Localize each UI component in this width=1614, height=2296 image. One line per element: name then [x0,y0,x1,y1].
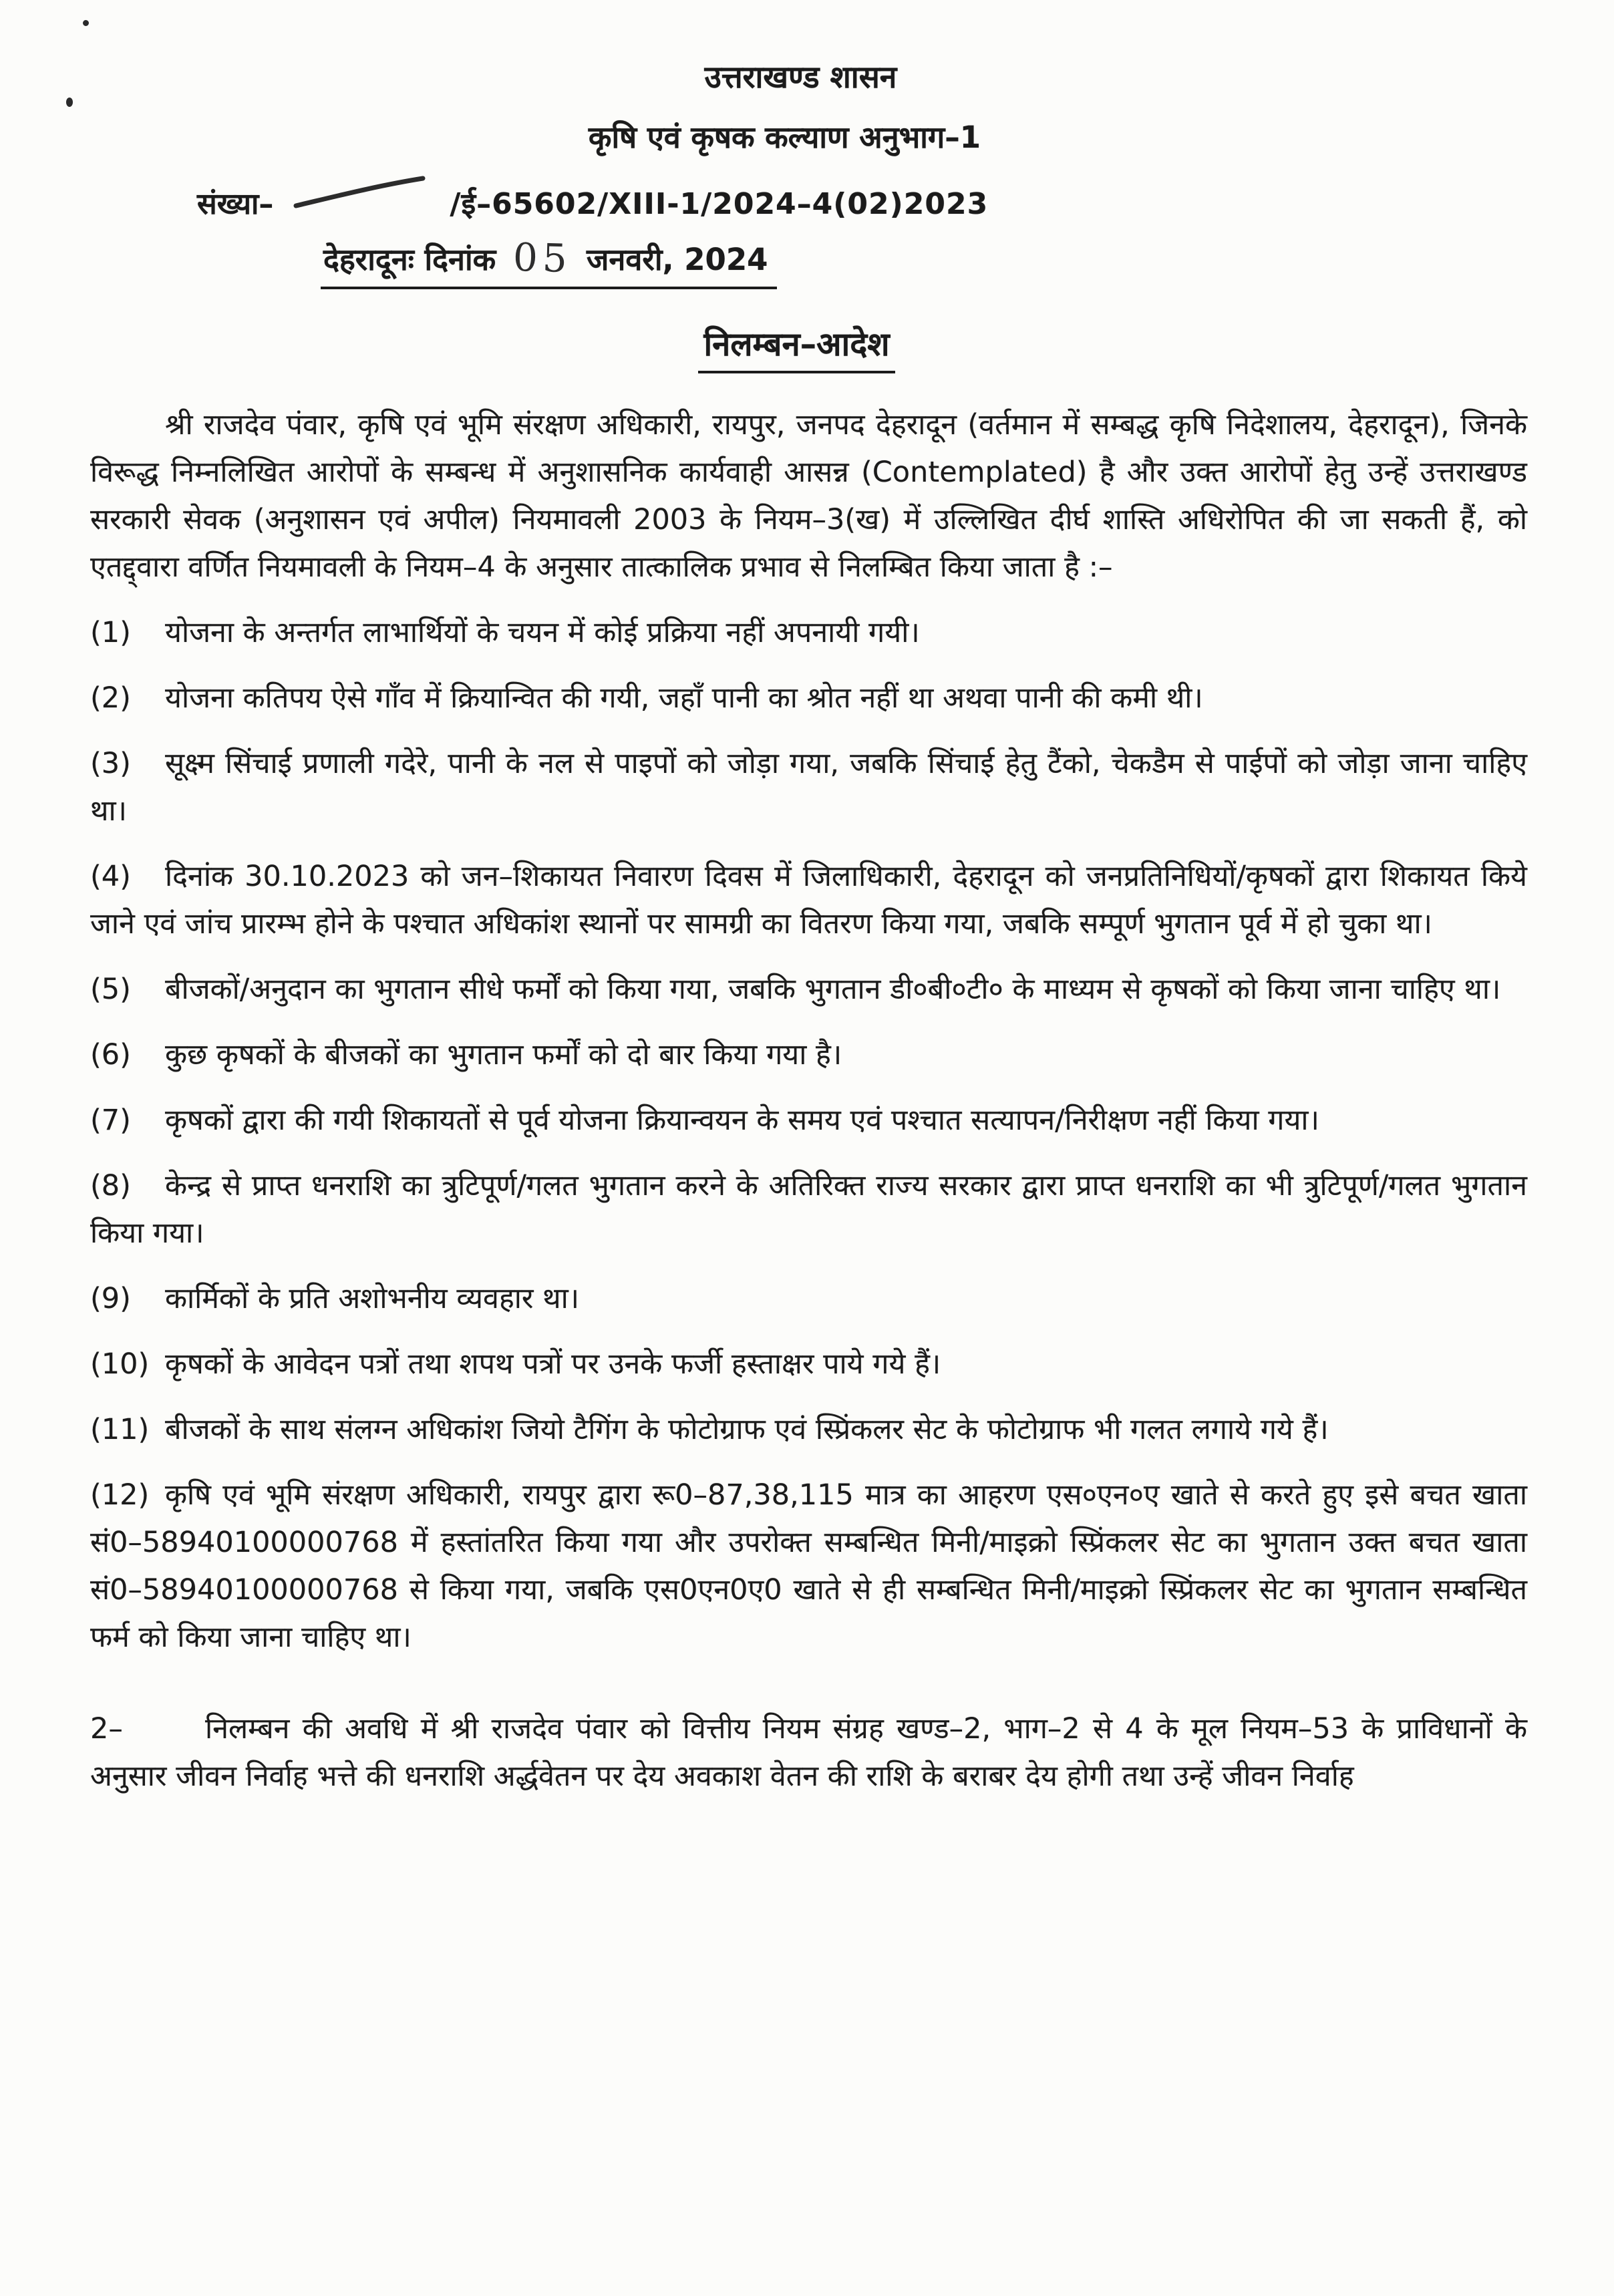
charge-text: योजना कतिपय ऐसे गाँव में क्रियान्वित की गयी, जहाँ पानी का श्रोत नहीं था अथवा पानी की कमी थी। [165,681,1203,715]
charge-item-7 [90,1097,1527,1144]
charge-item-1 [90,609,1527,657]
charge-number: (11) [90,1413,150,1446]
charge-text: केन्द्र से प्राप्त धनराशि का त्रुटिपूर्ण/गलत भुगतान करने के अतिरिक्त राज्य सरकार द्वारा प्राप्त धनराशि का भी त्रुटिपूर्ण/गलत भुगतान किया गया। [90,1169,1527,1250]
charge-number: (7) [90,1104,131,1137]
scan-speck [66,98,73,107]
place-date-line [321,235,777,289]
number-label: संख्या– [197,187,274,221]
document-title: निलम्बन–आदेश [698,321,895,373]
charge-text: कार्मिकों के प्रति अशोभनीय व्यवहार था। [165,1282,580,1315]
charge-text: कृषकों द्वारा की गयी शिकायतों से पूर्व योजना क्रियान्वयन के समय एवं पश्चात सत्यापन/निरीक्षण नहीं किया गया। [165,1104,1319,1137]
charge-text: कुछ कृषकों के बीजकों का भुगतान फर्मों को दो बार किया गया है। [165,1038,842,1072]
closing-paragraph [90,1705,1527,1800]
charge-number: (9) [90,1282,131,1315]
charge-number: (4) [90,860,131,893]
charge-item-3 [90,740,1527,835]
opening-paragraph: श्री राजदेव पंवार, कृषि एवं भूमि संरक्षण अधिकारी, रायपुर, जनपद देहरादून (वर्तमान में सम्बद्ध कृषि निदेशालय, देहरादून), जिनके विरूद्ध निम्नलिखित आरोपों के सम्बन्ध में अनुशासनिक कार्यवाही आसन्न (Contemplated) है और उक्त आरोपों हेतु उन्हें उत्तराखण्ड सरकारी सेवक (अनुशासन एवं अपील) नियमावली 2003 के नियम–3(ख) में उल्लिखित दीर्घ शास्ति अधिरोपित की जा सकती हैं, को एतद्द्वारा वर्णित नियमावली के नियम–4 के अनुसार तात्कालिक प्रभाव से निलम्बित किया जाता है :– [90,408,1527,584]
place-date-prefix: देहरादूनः दिनांक [323,242,496,277]
charge-text: कृषि एवं भूमि संरक्षण अधिकारी, रायपुर द्वारा रू0–87,38,115 मात्र का आहरण एस०एन०ए खाते से करते हुए इसे बचत खाता सं0–58940100000768 में हस्तांतरित किया गया और उपरोक्त सम्बन्धित मिनी/माइक्रो स्प्रिंकलर सेट का भुगतान उक्त बचत खाता सं0–58940100000768 से किया गया, जबकि एस0एन0ए0 खाते से ही सम्बन्धित मिनी/माइक्रो स्प्रिंकलर सेट का भुगतान सम्बन्धित फर्म को किया जाना चाहिए था। [90,1478,1527,1654]
letter-reference-number: /ई–65602/XIII-1/2024–4(02)2023 [450,187,989,221]
charge-item-5 [90,966,1527,1013]
charge-item-2 [90,675,1527,722]
charge-item-4 [90,853,1527,948]
charge-number: (5) [90,973,131,1006]
department-name: कृषि एवं कृषक कल्याण अनुभाग–1 [588,120,981,155]
document-content [90,56,1527,1800]
charge-text: सूक्ष्म सिंचाई प्रणाली गदेरे, पानी के नल से पाइपों को जोड़ा गया, जबकि सिंचाई हेतु टैंको, चेकडैम से पाईपों को जोड़ा जाना चाहिए था। [90,747,1527,828]
charge-text: दिनांक 30.10.2023 को जन–शिकायत निवारण दिवस में जिलाधिकारी, देहरादून को जनप्रतिनिधियों/कृषकों द्वारा शिकायत किये जाने एवं जांच प्रारम्भ होने के पश्चात अधिकांश स्थानों पर सामग्री का वितरण किया गया, जबकि सम्पूर्ण भुगतान पूर्व में हो चुका था। [90,860,1527,941]
charge-item-6 [90,1031,1527,1079]
charge-number: (3) [90,747,131,780]
charge-number: (1) [90,616,131,649]
charge-number: (10) [90,1347,150,1381]
charge-text: योजना के अन्तर्गत लाभार्थियों के चयन में कोई प्रक्रिया नहीं अपनायी गयी। [165,616,920,649]
closing-paragraph-number: 2– [90,1712,123,1746]
charge-item-8 [90,1162,1527,1257]
closing-paragraph-text: निलम्बन की अवधि में श्री राजदेव पंवार को वित्तीय नियम संग्रह खण्ड–2, भाग–2 से 4 के मूल नियम–53 के प्राविधानों के अनुसार जीवन निर्वाह भत्ते की धनराशि अर्द्धवेतन पर देय अवकाश वेतन की राशि के बराबर देय होगी तथा उन्हें जीवन निर्वाह [90,1712,1527,1793]
handwritten-slash-mark [293,175,427,220]
charge-number: (8) [90,1169,131,1202]
scan-speck [83,20,89,26]
charge-number: (2) [90,681,131,715]
charge-text: बीजकों/अनुदान का भुगतान सीधे फर्मों को किया गया, जबकि भुगतान डी०बी०टी० के माध्यम से कृषकों को किया जाना चाहिए था। [165,973,1501,1006]
place-date-suffix: जनवरी, 2024 [587,242,768,277]
handwritten-date-day: 05 [512,234,573,282]
charge-number: (6) [90,1038,131,1072]
charge-item-10 [90,1341,1527,1388]
charge-text: कृषकों के आवेदन पत्रों तथा शपथ पत्रों पर उनके फर्जी हस्ताक्षर पाये गये हैं। [165,1347,941,1381]
charge-number: (12) [90,1478,150,1512]
charge-text: बीजकों के साथ संलग्न अधिकांश जियो टैगिंग के फोटोग्राफ एवं स्प्रिंकलर सेट के फोटोग्राफ भी गलत लगाये गये हैं। [165,1413,1329,1446]
charge-item-12 [90,1472,1527,1661]
charge-item-9 [90,1275,1527,1323]
charge-item-11 [90,1406,1527,1454]
letter-number-line [197,175,1527,224]
government-name: उत्तराखण्ड शासन [704,59,897,95]
